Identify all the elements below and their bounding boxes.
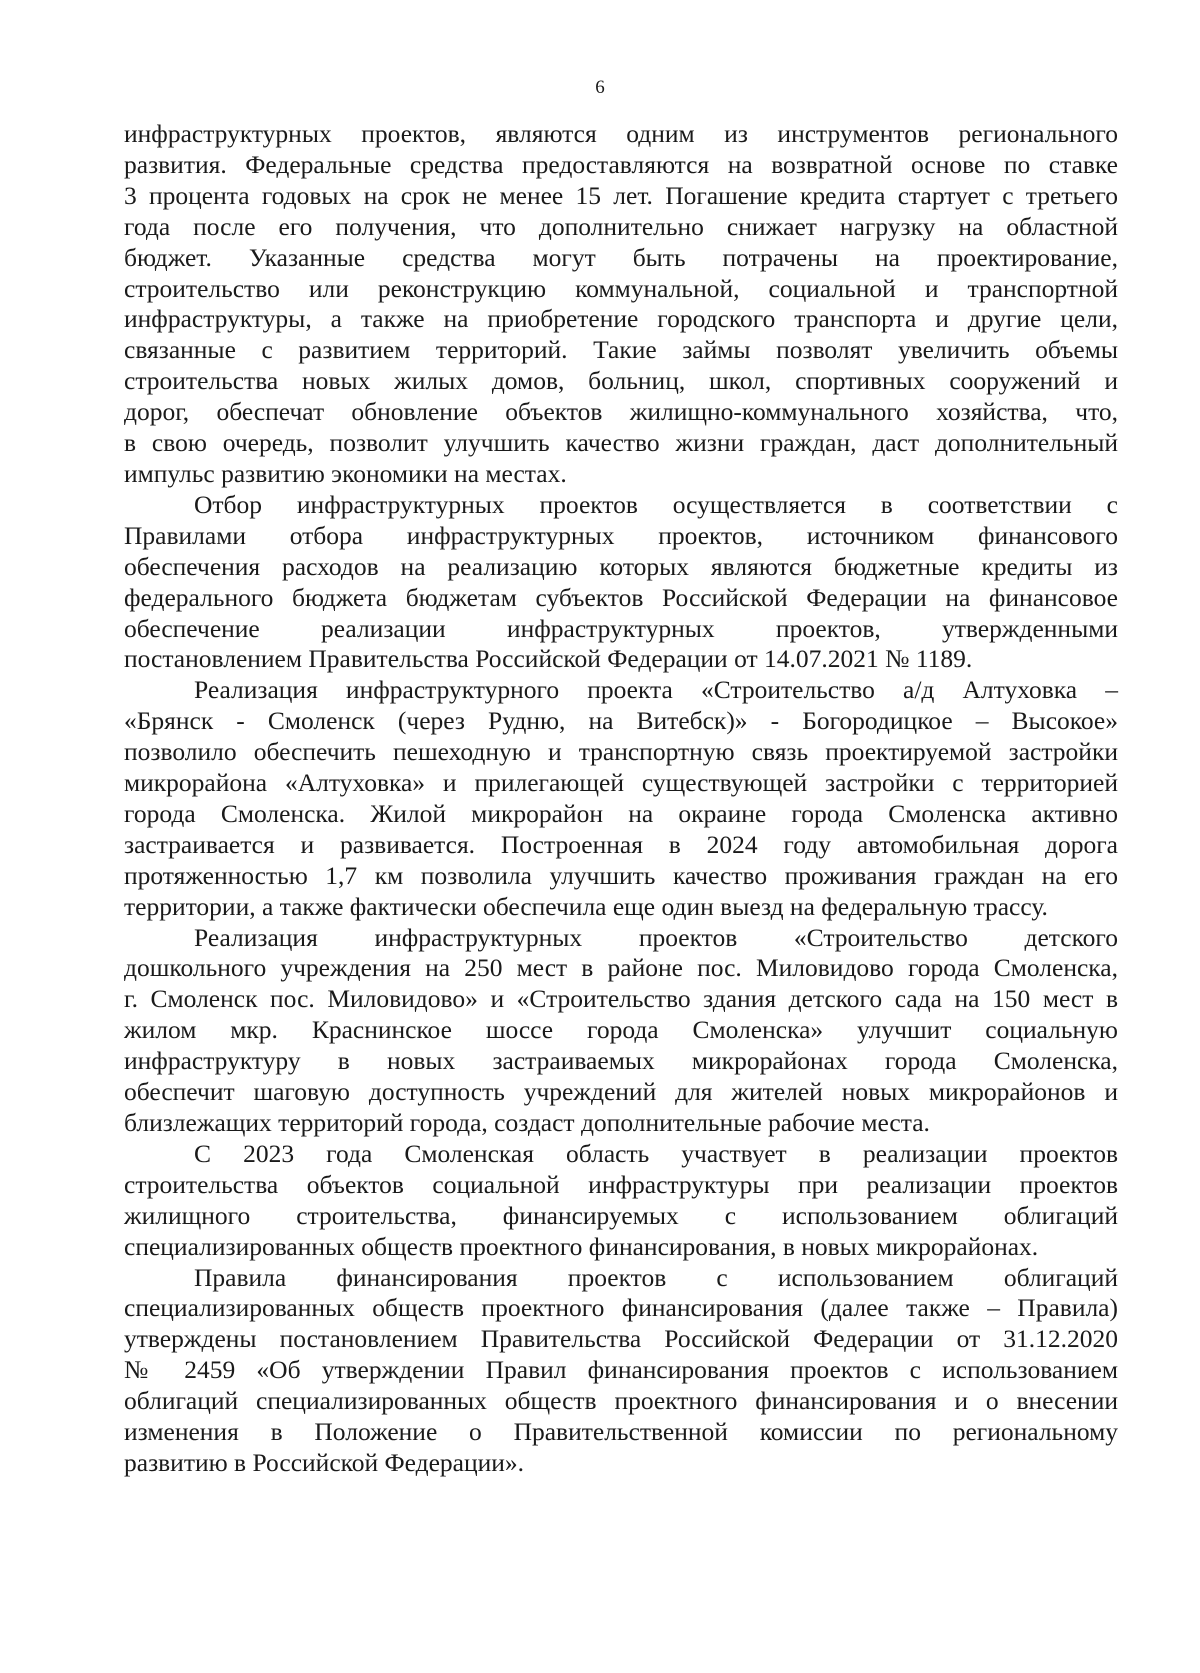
text-line: С 2023 года Смоленская область участвует в реализации проектов [194,1138,1118,1168]
text-line: изменения в Положение о Правительственной комиссии по региональному [124,1417,1118,1447]
paragraph [124,923,1118,1139]
text-line: связанные с развитием территорий. Такие займы позволят увеличить объемы [124,335,1118,365]
text-line: обеспечение реализации инфраструктурных проектов, утвержденными [124,613,1118,643]
text-line: развития. Федеральные средства предоставляются на возвратной основе по ставке [124,149,1118,179]
text-line: обеспечит шаговую доступность учреждений для жителей новых микрорайонов и [124,1077,1118,1107]
text-line: близлежащих территорий города, создаст дополнительные рабочие места. [124,1108,930,1137]
text-line: дошкольного учреждения на 250 мест в районе пос. Миловидово города Смоленска, [124,953,1118,983]
text-line: дорог, обеспечат обновление объектов жилищно-коммунального хозяйства, что, [124,397,1118,427]
text-line: обеспечения расходов на реализацию которых являются бюджетные кредиты из [124,551,1118,581]
text-line: инфраструктурных проектов, являются одним из инструментов регионального [124,119,1118,148]
document-body [124,119,1118,1479]
text-line: специализированных обществ проектного финансирования, в новых микрорайонах. [124,1231,1039,1261]
text-line: федерального бюджета бюджетам субъектов Российской Федерации на финансовое [124,582,1118,612]
text-line: жилищного строительства, финансируемых с использованием облигаций [124,1200,1118,1230]
text-line: в свою очередь, позволит улучшить качество жизни граждан, даст дополнительный [124,428,1118,458]
text-line: жилом мкр. Краснинское шоссе города Смоленска» улучшит социальную [124,1015,1118,1045]
text-line: города Смоленска. Жилой микрорайон на окраине города Смоленска активно [124,798,1118,828]
text-line: года после его получения, что дополнительно снижает нагрузку на областной [124,211,1118,241]
text-line: строительства новых жилых домов, больниц, школ, спортивных сооружений и [124,366,1118,396]
paragraph [124,675,1118,922]
text-line: микрорайона «Алтуховка» и прилегающей существующей застройки с территорией [124,768,1118,798]
text-line: специализированных обществ проектного финансирования (далее также – Правила) [124,1293,1118,1323]
paragraph [124,119,1118,490]
paragraph [124,1263,1118,1479]
text-line: инфраструктуры, а также на приобретение городского транспорта и другие цели, [124,304,1118,334]
text-line: Правила финансирования проектов с использованием облигаций [194,1262,1118,1292]
text-line: г. Смоленск пос. Миловидово» и «Строительство здания детского сада на 150 мест в [124,984,1118,1014]
text-line: утверждены постановлением Правительства Российской Федерации от 31.12.2020 [124,1324,1118,1354]
paragraph [124,1139,1118,1263]
text-line: территории, а также фактически обеспечила еще один выезд на федеральную трассу. [124,891,1048,921]
text-line: бюджет. Указанные средства могут быть потрачены на проектирование, [124,242,1118,272]
page-number: 6 [595,77,605,98]
text-line: протяженностью 1,7 км позволила улучшить качество проживания граждан на его [124,860,1118,890]
text-line: инфраструктуру в новых застраиваемых микрорайонах города Смоленска, [124,1046,1118,1076]
text-line: «Брянск - Смоленск (через Рудню, на Витебск)» - Богородицкое – Высокое» [124,706,1118,736]
text-line: 3 процента годовых на срок не менее 15 лет. Погашение кредита стартует с третьего [124,180,1118,210]
text-line: Реализация инфраструктурных проектов «Строительство детского [194,922,1118,952]
text-line: развитию в Российской Федерации». [124,1447,525,1477]
text-line: облигаций специализированных обществ проектного финансирования и о внесении [124,1386,1118,1416]
text-line: Реализация инфраструктурного проекта «Строительство а/д Алтуховка – [194,675,1118,705]
text-line: № 2459 «Об утверждении Правил финансирования проектов с использованием [124,1355,1118,1385]
paragraph [124,490,1118,675]
text-line: импульс развитию экономики на местах. [124,458,567,488]
text-line: застраивается и развивается. Построенная в 2024 году автомобильная дорога [124,829,1118,859]
text-line: Отбор инфраструктурных проектов осуществляется в соответствии с [194,489,1118,519]
text-line: Правилами отбора инфраструктурных проектов, источником финансового [124,520,1118,550]
text-line: строительства объектов социальной инфраструктуры при реализации проектов [124,1169,1118,1199]
text-line: постановлением Правительства Российской Федерации от 14.07.2021 № 1189. [124,644,973,674]
text-line: строительство или реконструкцию коммунальной, социальной и транспортной [124,273,1118,303]
text-line: позволило обеспечить пешеходную и транспортную связь проектируемой застройки [124,737,1118,767]
